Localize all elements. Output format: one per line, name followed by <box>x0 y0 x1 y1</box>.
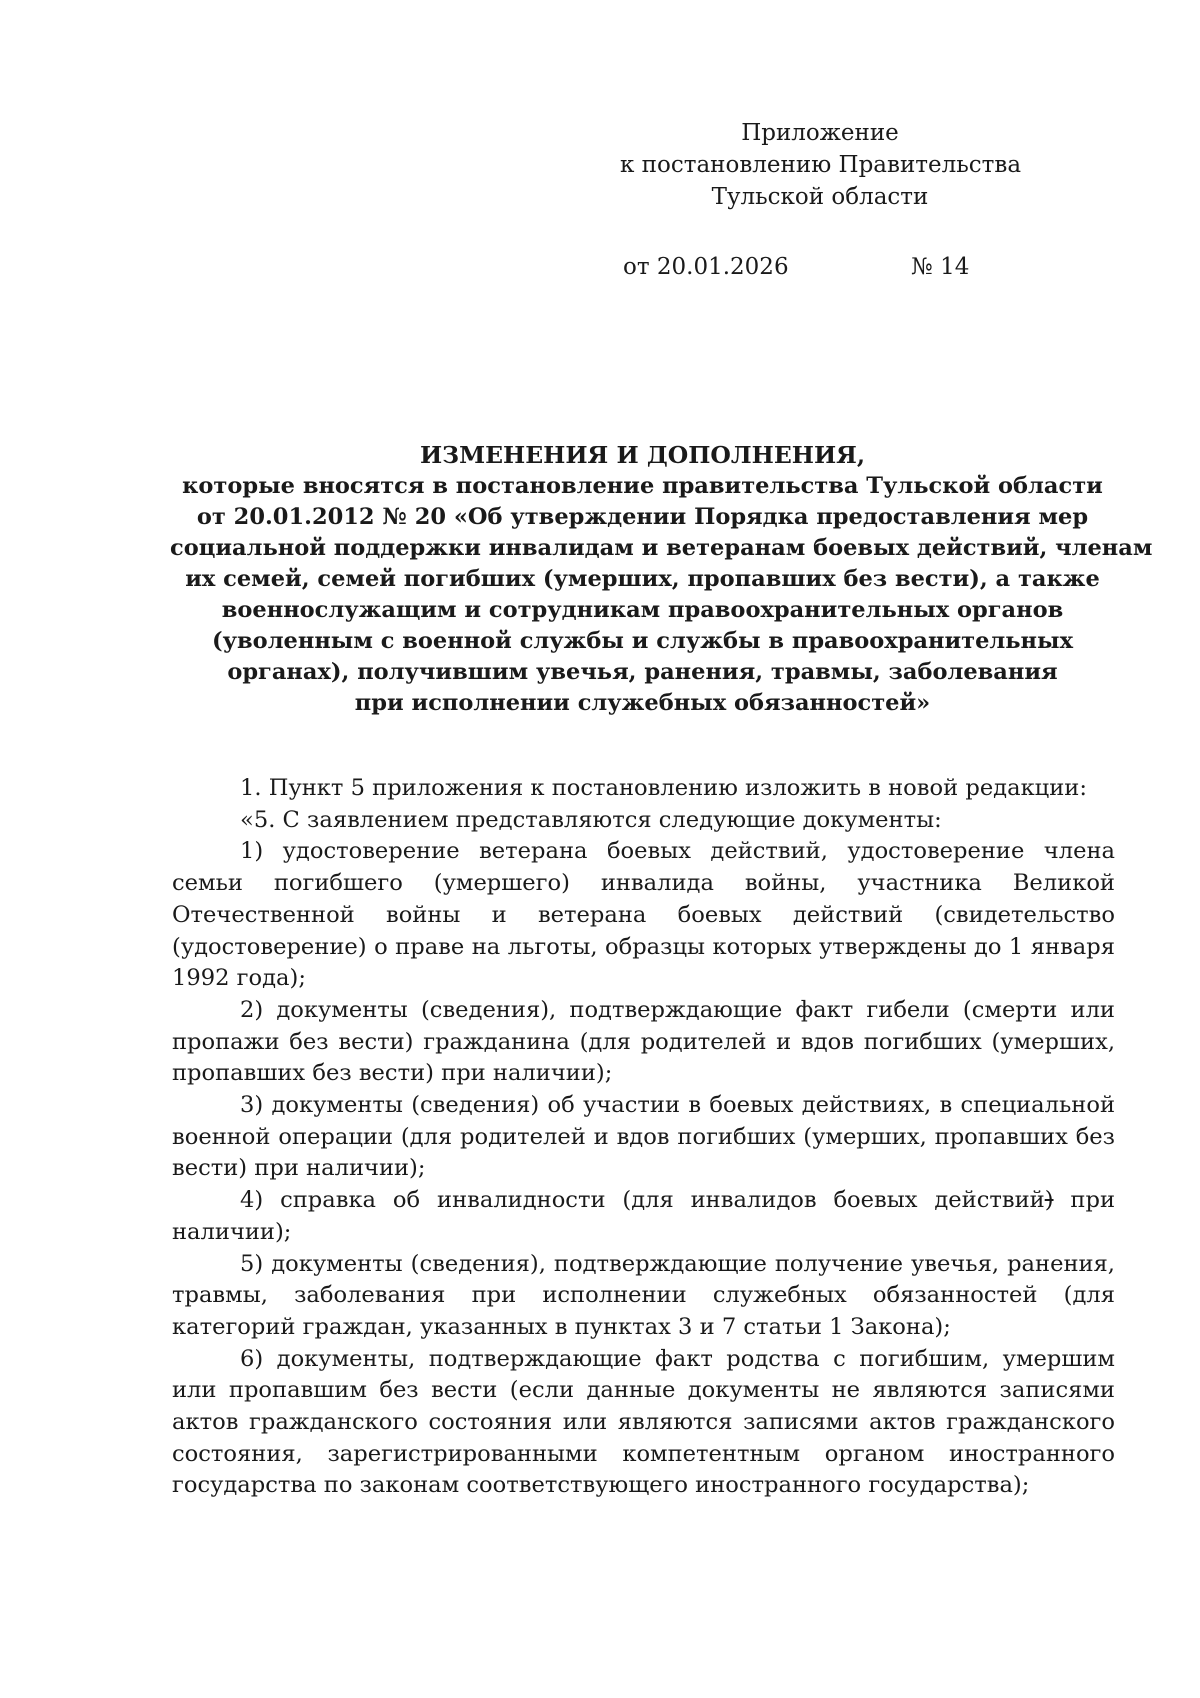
struck-parenthesis: ) <box>1044 1187 1054 1214</box>
title-line: от 20.01.2012 № 20 «Об утверждении Порядка предоставления мер <box>196 504 1089 530</box>
title-line: военнослужащим и сотрудникам правоохранительных органов <box>221 597 1064 623</box>
appendix-header <box>620 117 1020 213</box>
paragraph-1: 1. Пункт 5 приложения к постановлению изложить в новой редакции: <box>240 775 1087 801</box>
paragraph-item-1: 1) удостоверение ветерана боевых действий, удостоверение члена семьи погибшего (умершего) инвалида войны, участника Великой Отечественной войны и ветерана боевых действий (свидетельство (удостоверение) о праве на льготы, образцы которых утверждены до 1 января 1992 года); <box>172 838 1115 992</box>
title-line: органах), получившим увечья, ранения, травмы, заболевания <box>227 659 1058 685</box>
resolution-date: от 20.01.2026 <box>623 254 789 280</box>
paragraph-2: «5. С заявлением представляются следующие документы: <box>240 806 942 833</box>
document-body <box>172 773 1115 1502</box>
paragraph-item-4-text-a: 4) справка об инвалидности (для инвалидов боевых действий <box>240 1187 1045 1214</box>
title-line: при исполнении служебных обязанностей» <box>354 690 931 716</box>
paragraph-item-2: 2) документы (сведения), подтверждающие факт гибели (смерти или пропажи без вести) гражданина (для родителей и вдов погибших (умерших, пропавших без вести) при наличии); <box>172 996 1115 1087</box>
paragraph-item-4 <box>172 1185 1115 1248</box>
title-main: ИЗМЕНЕНИЯ И ДОПОЛНЕНИЯ, <box>419 441 866 469</box>
resolution-number: № 14 <box>911 254 970 280</box>
paragraph-item-6: 6) документы, подтверждающие факт родства с погибшим, умершим или пропавшим без вести (если данные документы не являются записями актов гражданского состояния или являются записями актов гражданского состояния, зарегистрированными компетентным органом иностранного государства по законам соответствующего иностранного государства); <box>172 1345 1115 1499</box>
title-line: которые вносятся в постановление правительства Тульской области <box>182 473 1103 499</box>
title-line: их семей, семей погибших (умерших, пропавших без вести), а также <box>185 566 1100 592</box>
appendix-line-1: Приложение <box>741 120 899 146</box>
paragraph-item-3: 3) документы (сведения) об участии в боевых действиях, в специальной военной операции (для родителей и вдов погибших (умерших, пропавших без вести) при наличии); <box>172 1092 1115 1182</box>
paragraph-item-5: 5) документы (сведения), подтверждающие получение увечья, ранения, травмы, заболевания при исполнении служебных обязанностей (для категорий граждан, указанных в пунктах 3 и 7 статьи 1 Закона); <box>172 1250 1115 1340</box>
appendix-line-2: к постановлению Правительства <box>620 152 1022 178</box>
title-line: (уволенным с военной службы и службы в правоохранительных <box>212 628 1073 654</box>
document-title <box>170 440 1153 719</box>
paragraph-item-4-text-b: при наличии); <box>172 1187 1115 1245</box>
title-line: социальной поддержки инвалидам и ветеранам боевых действий, членам <box>170 535 1153 561</box>
appendix-line-3: Тульской области <box>711 184 929 210</box>
